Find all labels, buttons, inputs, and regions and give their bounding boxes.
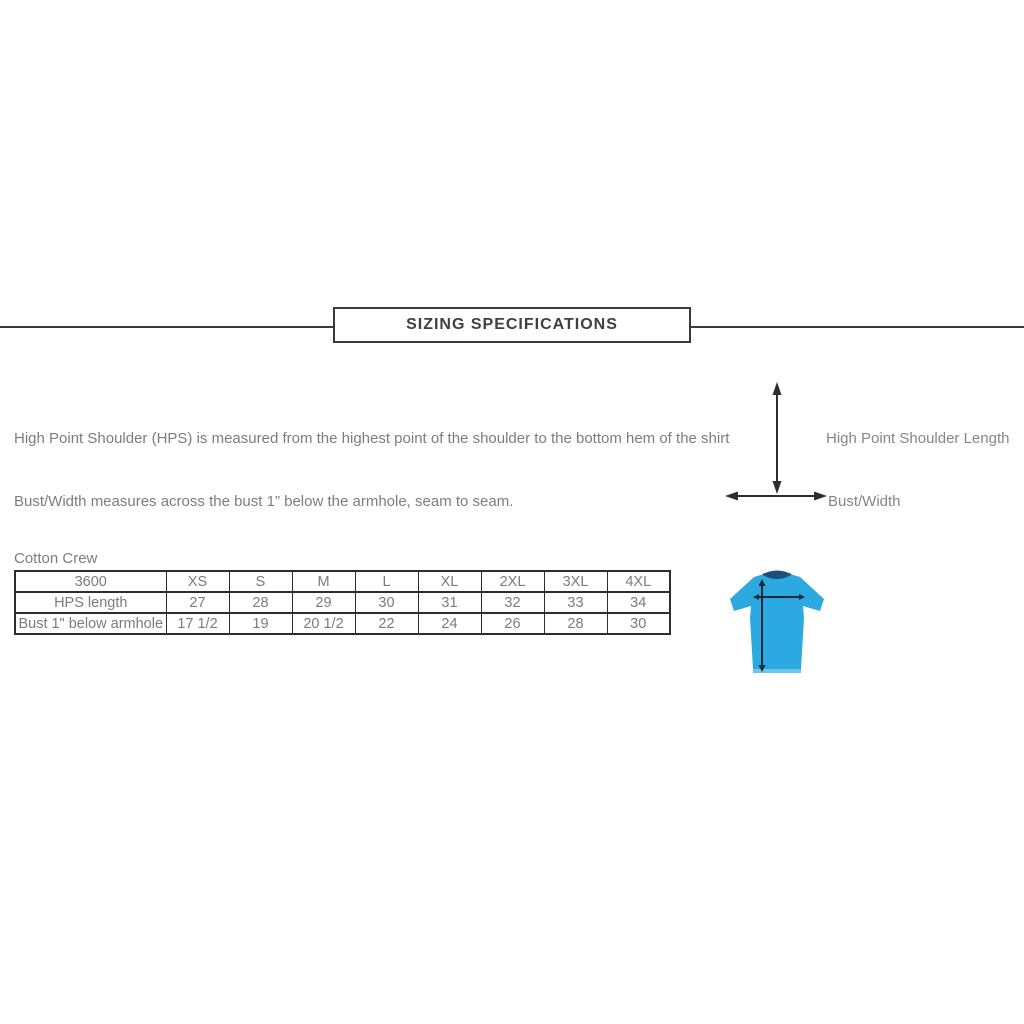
size-value-cell: 17 1/2 <box>166 613 229 634</box>
size-value-cell: 26 <box>481 613 544 634</box>
size-value-cell: 33 <box>544 592 607 613</box>
size-value-cell: 32 <box>481 592 544 613</box>
size-value-cell: 27 <box>166 592 229 613</box>
size-column-header: L <box>355 571 418 592</box>
horizontal-double-arrow-icon <box>725 492 827 501</box>
hps-measurement-note: High Point Shoulder (HPS) is measured from the highest point of the shoulder to the bottom hem of the shirt <box>14 430 730 447</box>
size-value-cell: 28 <box>229 592 292 613</box>
size-value-cell: 20 1/2 <box>292 613 355 634</box>
size-column-header: XS <box>166 571 229 592</box>
size-column-header: 4XL <box>607 571 670 592</box>
size-value-cell: 24 <box>418 613 481 634</box>
size-value-cell: 30 <box>607 613 670 634</box>
size-value-cell: 19 <box>229 613 292 634</box>
bust-measurement-note: Bust/Width measures across the bust 1” below the armhole, seam to seam. <box>14 493 514 510</box>
size-value-cell: 31 <box>418 592 481 613</box>
style-number-cell: 3600 <box>15 571 166 592</box>
page-title: SIZING SPECIFICATIONS <box>406 316 618 333</box>
size-value-cell: 22 <box>355 613 418 634</box>
size-column-header: 2XL <box>481 571 544 592</box>
hps-arrow-label: High Point Shoulder Length <box>826 430 1010 447</box>
page-title-box <box>333 307 691 343</box>
size-column-header: M <box>292 571 355 592</box>
size-value-cell: 34 <box>607 592 670 613</box>
size-table-header-row <box>15 571 670 592</box>
bust-arrow-label: Bust/Width <box>828 493 901 510</box>
size-value-cell: 30 <box>355 592 418 613</box>
size-column-header: 3XL <box>544 571 607 592</box>
hps-length-row <box>15 592 670 613</box>
tshirt-icon <box>730 571 824 674</box>
tshirt-measurement-image <box>727 568 827 682</box>
size-table-caption: Cotton Crew <box>14 550 98 567</box>
bust-row <box>15 613 670 634</box>
vertical-double-arrow-icon <box>773 382 782 494</box>
measurement-arrows-diagram <box>713 378 837 510</box>
size-value-cell: 28 <box>544 613 607 634</box>
size-column-header: XL <box>418 571 481 592</box>
row-label-cell: HPS length <box>15 592 166 613</box>
size-column-header: S <box>229 571 292 592</box>
row-label-cell: Bust 1" below armhole <box>15 613 166 634</box>
size-value-cell: 29 <box>292 592 355 613</box>
size-table <box>14 570 671 635</box>
